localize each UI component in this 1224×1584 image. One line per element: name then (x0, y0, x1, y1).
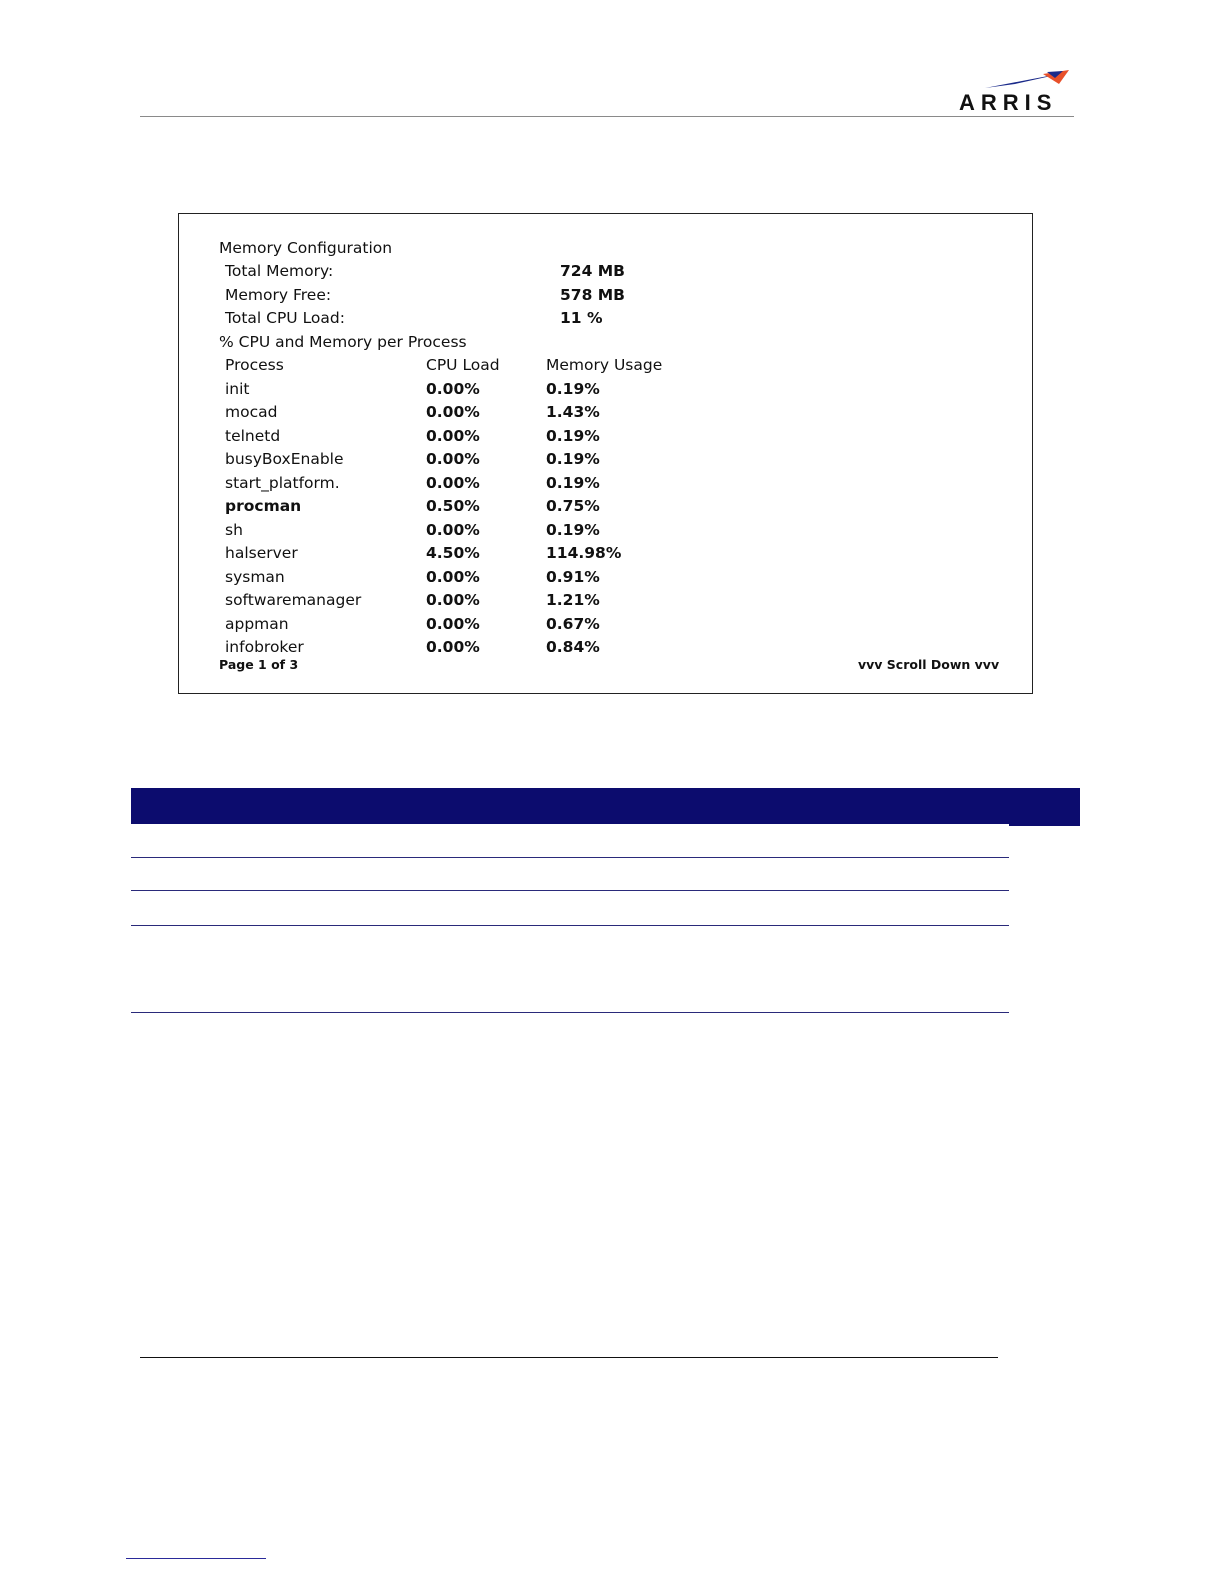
memory-screen-panel (178, 213, 1033, 694)
row-mem: 0.19% (546, 521, 600, 539)
row-mem: 0.19% (546, 450, 600, 468)
row-cpu: 0.00% (426, 474, 480, 492)
row-cpu: 0.00% (426, 591, 480, 609)
row-process: sysman (225, 568, 285, 586)
summary-value-total-cpu-load: 11 % (560, 309, 603, 327)
table-row-divider (131, 857, 1009, 858)
summary-label-memory-free: Memory Free: (225, 286, 332, 304)
row-cpu: 0.50% (426, 497, 480, 515)
arris-logo-mark (955, 66, 1075, 114)
column-header-process: Process (225, 356, 284, 374)
table-row-divider (131, 890, 1009, 891)
row-process: procman (225, 497, 302, 515)
column-header-memory-usage: Memory Usage (546, 356, 663, 374)
row-process: sh (225, 521, 243, 539)
row-cpu: 0.00% (426, 521, 480, 539)
row-mem: 1.43% (546, 403, 600, 421)
row-mem: 0.67% (546, 615, 600, 633)
table-header-band-tail (1009, 824, 1080, 826)
table-header-band (131, 788, 1080, 824)
row-cpu: 0.00% (426, 568, 480, 586)
header-rule (140, 116, 1074, 117)
row-mem: 0.19% (546, 474, 600, 492)
row-process: telnetd (225, 427, 281, 445)
row-mem: 0.75% (546, 497, 600, 515)
logo-wordmark: ARRIS (959, 90, 1058, 114)
row-mem: 0.19% (546, 380, 600, 398)
row-mem: 0.19% (546, 427, 600, 445)
column-header-cpu-load: CPU Load (426, 356, 500, 374)
row-process: infobroker (225, 638, 304, 656)
summary-value-total-memory: 724 MB (560, 262, 625, 280)
row-cpu: 0.00% (426, 380, 480, 398)
row-cpu: 0.00% (426, 403, 480, 421)
row-process: softwaremanager (225, 591, 362, 609)
footer-rule (140, 1357, 998, 1358)
row-cpu: 0.00% (426, 638, 480, 656)
summary-value-memory-free: 578 MB (560, 286, 625, 304)
row-cpu: 0.00% (426, 615, 480, 633)
row-mem: 0.91% (546, 568, 600, 586)
row-process: mocad (225, 403, 278, 421)
row-process: start_platform. (225, 474, 340, 492)
row-mem: 114.98% (546, 544, 622, 562)
table-row-divider (131, 1012, 1009, 1013)
row-process: init (225, 380, 250, 398)
row-cpu: 4.50% (426, 544, 480, 562)
scroll-down-hint[interactable]: vvv Scroll Down vvv (858, 657, 1000, 672)
arris-logo (955, 66, 1075, 114)
process-section-title: % CPU and Memory per Process (219, 333, 467, 351)
footnote-link-underline (126, 1558, 266, 1559)
summary-label-total-cpu-load: Total CPU Load: (225, 309, 345, 327)
memory-configuration-title: Memory Configuration (219, 239, 393, 257)
table-row-divider (131, 925, 1009, 926)
row-cpu: 0.00% (426, 450, 480, 468)
row-cpu: 0.00% (426, 427, 480, 445)
row-process: halserver (225, 544, 298, 562)
row-mem: 0.84% (546, 638, 600, 656)
summary-label-total-memory: Total Memory: (225, 262, 334, 280)
row-process: busyBoxEnable (225, 450, 344, 468)
row-mem: 1.21% (546, 591, 600, 609)
row-process: appman (225, 615, 289, 633)
page-indicator: Page 1 of 3 (219, 657, 299, 672)
